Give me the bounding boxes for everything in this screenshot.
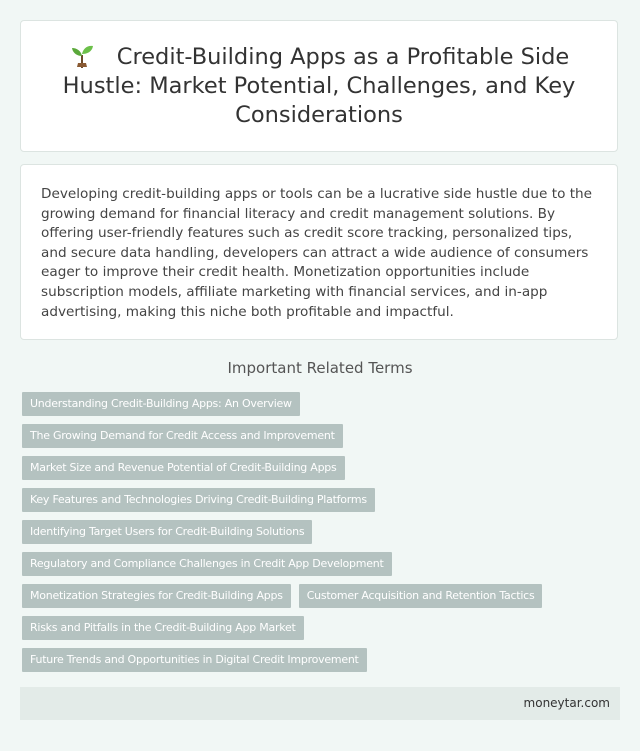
summary-text: Developing credit-building apps or tools can be a lucrative side hustle due to the growing demand for financial literacy and credit management solutions. By offering user-friendly features such as credit score tracking, personalized tips, and secure data handling, developers can attract a wide audience of consumers eager to improve their credit health. Monetization opportunities include subscription models, affiliate marketing with financial services, and in-app advertising, making this niche both profitable and impactful. xyxy=(41,186,593,320)
related-term-tag[interactable]: The Growing Demand for Credit Access and Improvement xyxy=(22,424,343,448)
related-term-tag[interactable]: Key Features and Technologies Driving Credit-Building Platforms xyxy=(22,488,375,512)
related-term-tag[interactable]: Identifying Target Users for Credit-Building Solutions xyxy=(22,520,312,544)
related-term-tag[interactable]: Customer Acquisition and Retention Tactics xyxy=(299,584,543,608)
sprout-icon xyxy=(69,43,95,69)
related-term-tag[interactable]: Regulatory and Compliance Challenges in Credit App Development xyxy=(22,552,392,576)
summary-card xyxy=(20,164,618,340)
related-term-tag[interactable]: Monetization Strategies for Credit-Building Apps xyxy=(22,584,291,608)
footer-site-link[interactable]: moneytar.com xyxy=(523,696,610,710)
related-term-tag[interactable]: Understanding Credit-Building Apps: An Overview xyxy=(22,392,300,416)
footer xyxy=(20,687,620,720)
related-term-tag[interactable]: Market Size and Revenue Potential of Credit-Building Apps xyxy=(22,456,345,480)
page-title-text: Credit-Building Apps as a Profitable Side Hustle: Market Potential, Challenges, and Key Considerations xyxy=(62,43,576,128)
related-terms-heading: Important Related Terms xyxy=(227,359,413,377)
page-title xyxy=(59,43,579,130)
related-term-tag[interactable]: Future Trends and Opportunities in Digital Credit Improvement xyxy=(22,648,367,672)
title-card xyxy=(20,20,618,152)
related-term-tag[interactable]: Risks and Pitfalls in the Credit-Building App Market xyxy=(22,616,304,640)
related-terms-list xyxy=(22,392,620,672)
